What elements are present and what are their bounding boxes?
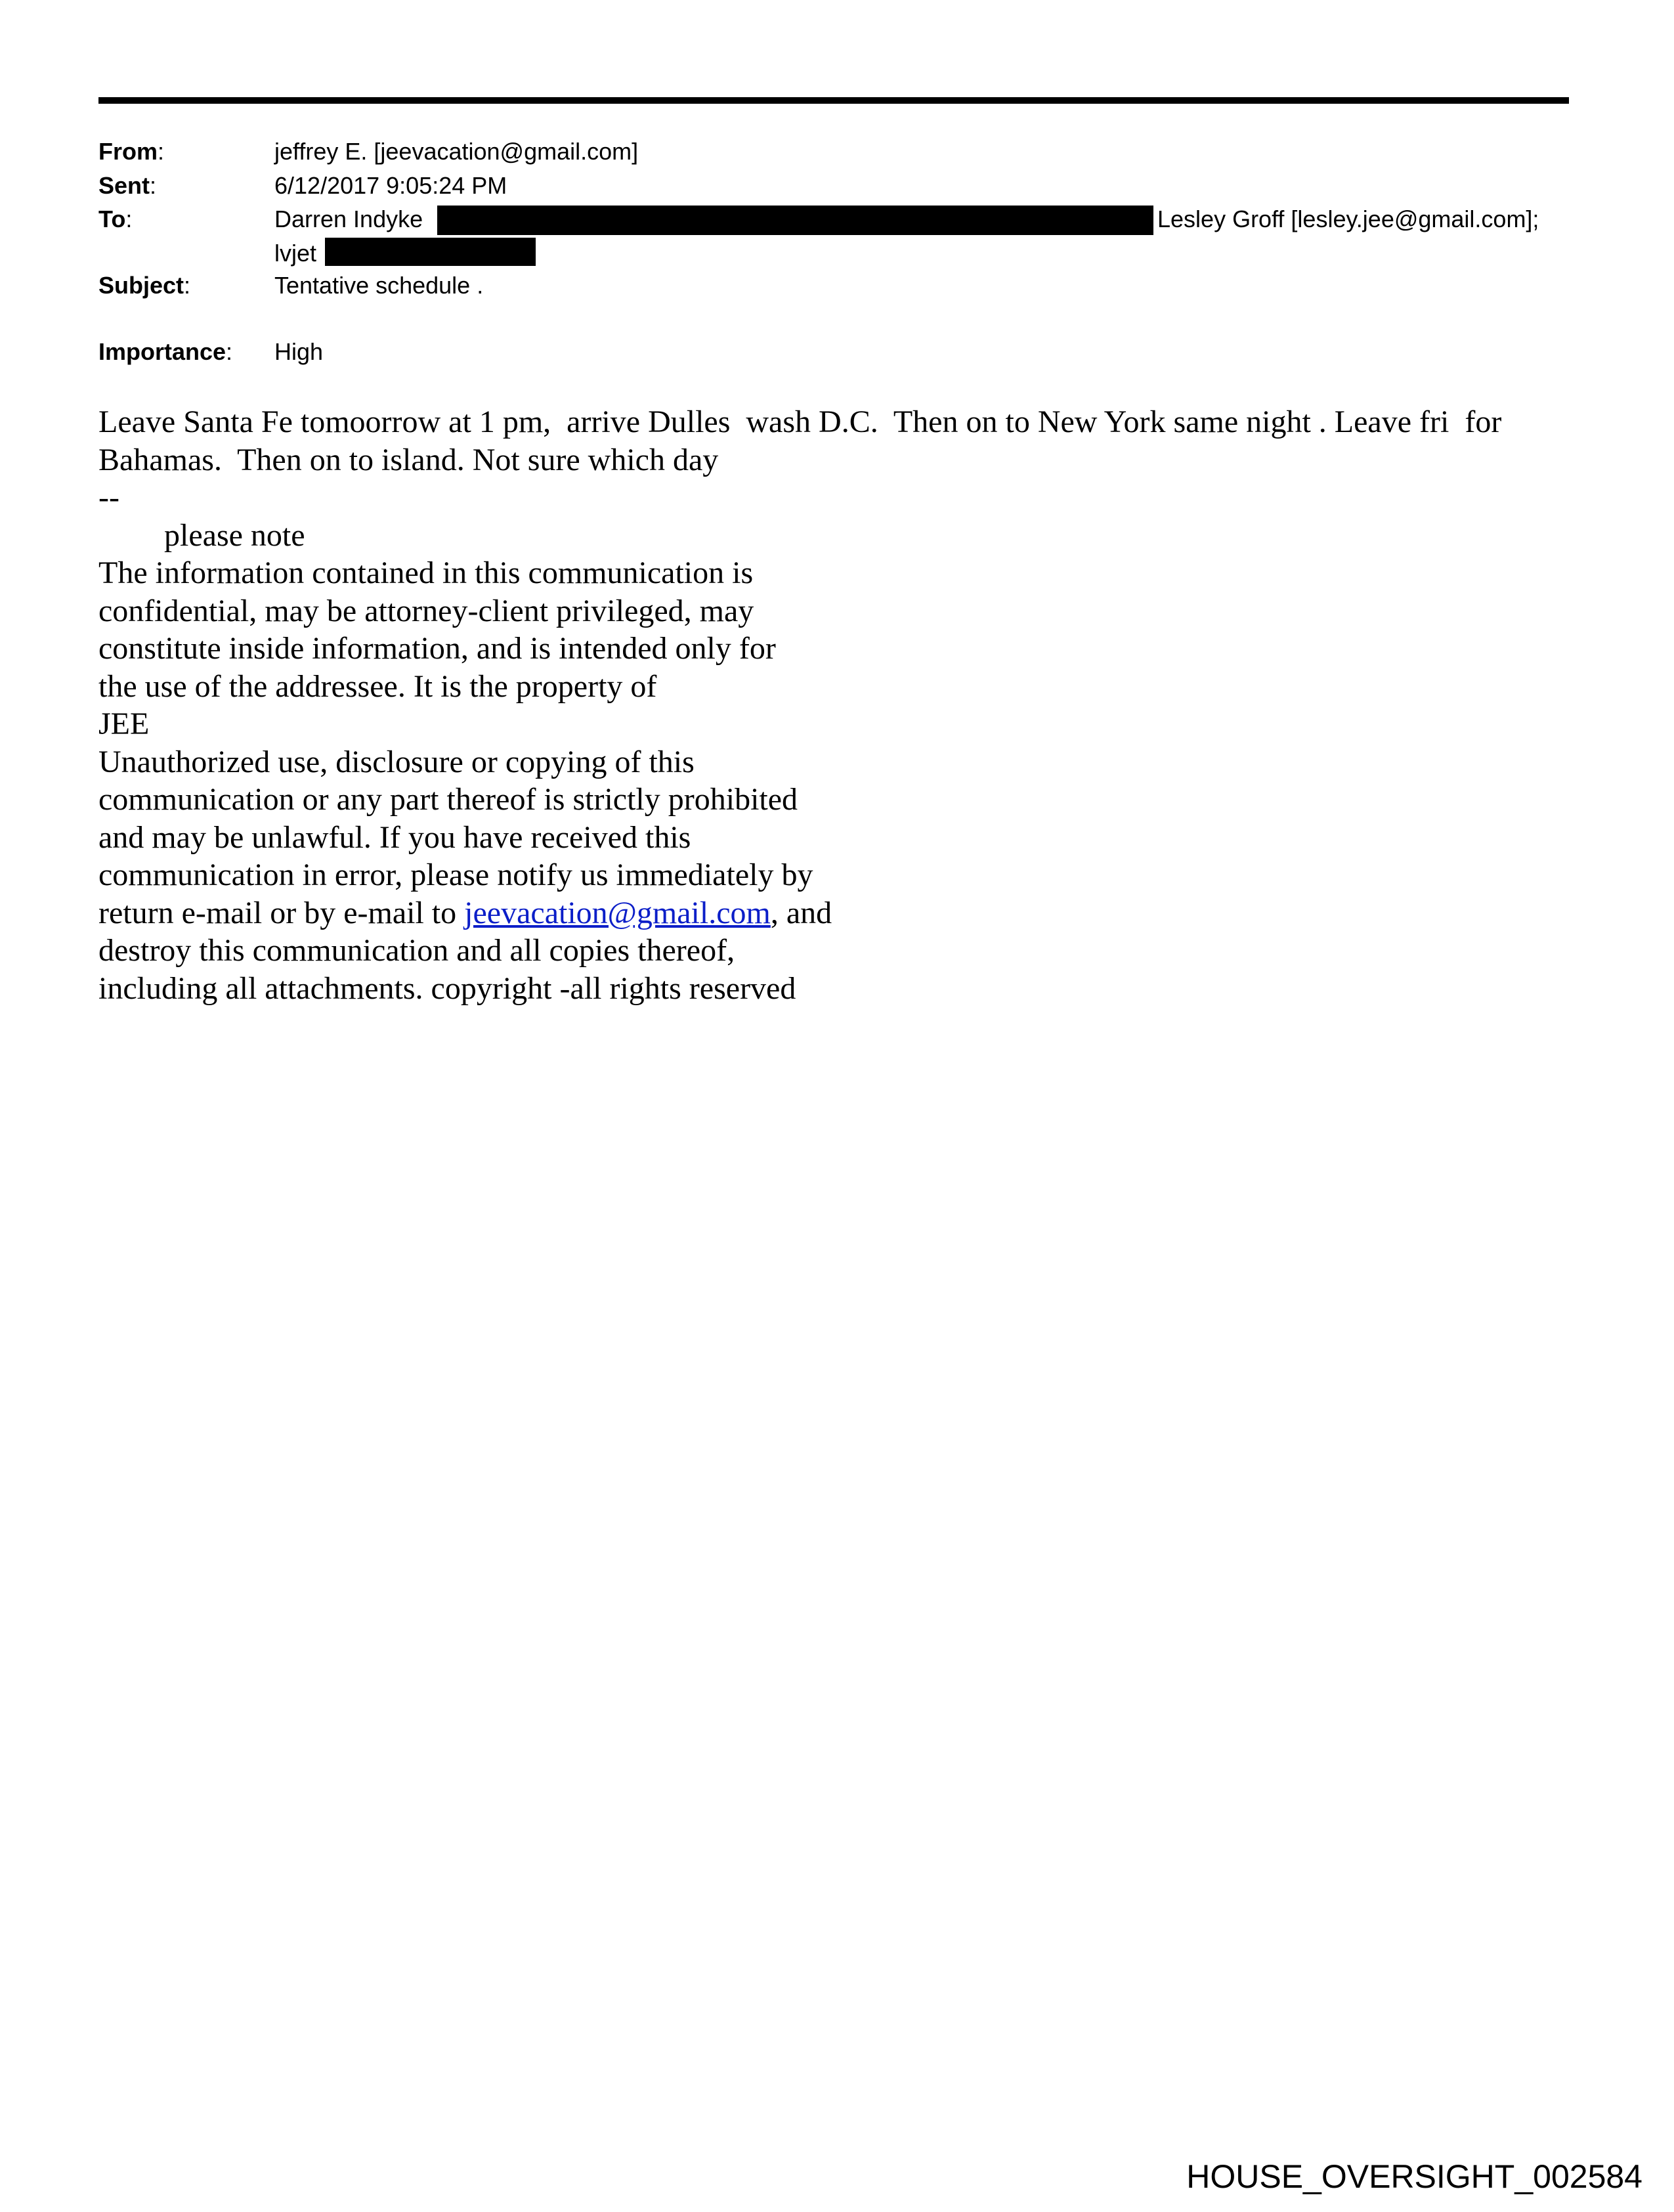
please-note: please note [164, 517, 305, 553]
disclaimer-line: including all attachments. copyright -all rights reserved [98, 970, 796, 1006]
return-line-suffix: , and [770, 895, 832, 930]
sent-label: Sent: [98, 172, 157, 199]
to-recipient-3: lvjet [274, 240, 317, 267]
to-label: To: [98, 206, 133, 232]
sent-value: 6/12/2017 9:05:24 PM [274, 172, 507, 199]
disclaimer-line: communication in error, please notify us immediately by [98, 857, 813, 892]
disclaimer-line: the use of the addressee. It is the property of [98, 668, 657, 704]
email-link[interactable]: jeevacation@gmail.com [464, 895, 771, 930]
body-line: Leave Santa Fe tomoorrow at 1 pm, arrive Dulles wash D.C. Then on to New York same night . Leave fri for [98, 404, 1502, 439]
to-recipient-2: Lesley Groff [lesley.jee@gmail.com]; [1157, 206, 1539, 232]
signature-separator: -- [98, 480, 119, 515]
bates-number: HOUSE_OVERSIGHT_002584 [1186, 2158, 1642, 2195]
disclaimer-return-line [98, 894, 1501, 932]
disclaimer-line: confidential, may be attorney-client privileged, may [98, 593, 754, 628]
disclaimer-line: destroy this communication and all copies thereof, [98, 933, 735, 968]
disclaimer-line: and may be unlawful. If you have received this [98, 819, 691, 855]
disclaimer-line: Unauthorized use, disclosure or copying of this [98, 744, 695, 779]
to-recipient-1: Darren Indyke [274, 206, 423, 232]
disclaimer-line: constitute inside information, and is intended only for [98, 631, 776, 666]
subject-value: Tentative schedule . [274, 272, 484, 299]
body-line: Bahamas. Then on to island. Not sure which day [98, 442, 719, 477]
header-rule [98, 97, 1569, 104]
subject-label: Subject: [98, 272, 191, 299]
return-line-prefix: return e-mail or by e-mail to [98, 895, 465, 930]
disclaimer-line: communication or any part thereof is strictly prohibited [98, 782, 798, 817]
importance-label: Importance: [98, 338, 233, 365]
from-label: From: [98, 138, 165, 165]
redaction-box-to-2 [325, 238, 536, 266]
from-value: jeffrey E. [jeevacation@gmail.com] [274, 138, 639, 165]
disclaimer-line: JEE [98, 706, 150, 741]
importance-value: High [274, 338, 324, 365]
disclaimer-line: The information contained in this communication is [98, 555, 754, 590]
email-body [98, 403, 1501, 1007]
redaction-box-to-1 [437, 206, 1153, 235]
